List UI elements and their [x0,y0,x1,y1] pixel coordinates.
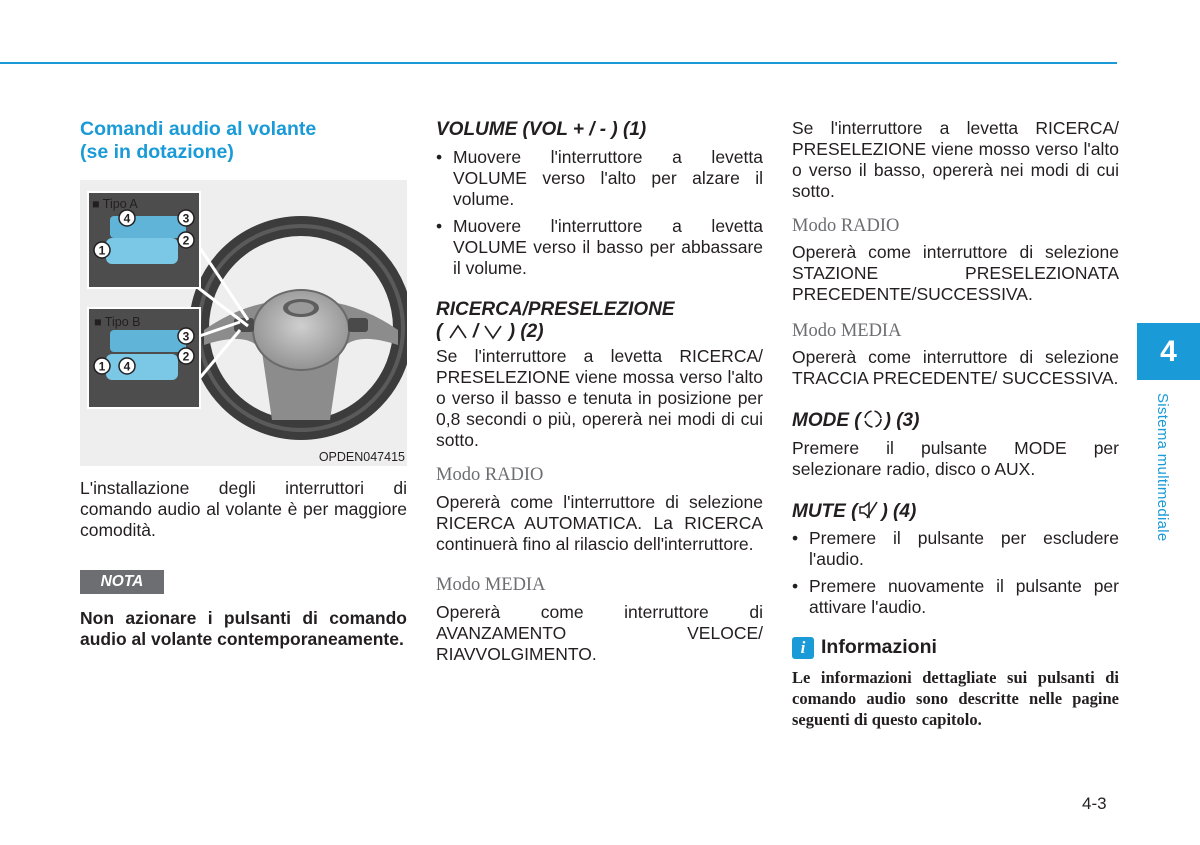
volume-list [436,147,763,279]
list-item: • Muovere l'interruttore a levetta VOLUME verso il basso per abbassare il volume. [436,216,763,279]
seek-paragraph: Se l'interruttore a levetta RICERCA/ PRESELEZIONE viene mossa verso l'alto o verso il basso e tenuta in posizione per 0,8 secondi o più, opererà nei modi di cui sotto. [436,346,763,450]
list-item: • Muovere l'interruttore a levetta VOLUME verso l'alto per alzare il volume. [436,147,763,210]
nota-box [80,570,407,650]
seek-heading-line1: RICERCA/PRESELEZIONE [436,299,675,320]
seek-heading-line2 [436,321,763,343]
intro-paragraph: L'installazione degli interruttori di comando audio al volante è per maggiore comodità. [80,478,407,540]
modo-media-text: Opererà come interruttore di AVANZAMENTO VELOCE/ RIAVVOLGIMENTO. [436,602,763,664]
section-heading [80,118,407,164]
mute-heading-pre: MUTE ( [792,501,858,522]
header-rule [0,62,1117,64]
page-number: 4-3 [1082,794,1107,813]
figure-label-tipo-a: ■ Tipo A [92,197,138,211]
info-text: Le informazioni dettagliate sui pulsanti di comando audio sono descritte nelle pagine seguenti di questo capitolo. [792,668,1119,729]
info-icon: i [792,637,814,659]
mode-paragraph: Premere il pulsante MODE per selezionare radio, disco o AUX. [792,438,1119,479]
seek-heading-close: ) (2) [503,321,544,342]
modo-media-text: Opererà come interruttore di selezione TRACCIA PRECEDENTE/ SUCCESSIVA. [792,347,1119,388]
mode-icon [861,409,885,429]
nota-text: Non azionare i pulsanti di comando audio al volante contemporaneamente. [80,608,407,649]
callout-3-a: 3 [182,211,190,226]
info-box [792,636,1119,730]
modo-radio-text: Opererà come interruttore di selezione STAZIONE PRESELEZIONATA PRECEDENTE/SUCCESSIVA. [792,242,1119,304]
chevron-down-icon [483,324,503,340]
callout-1-b: 1 [98,359,106,374]
mode-heading-pre: MODE ( [792,410,861,431]
modo-radio-label: Modo RADIO [792,216,900,236]
mute-heading-post: ) (4) [881,501,917,522]
intro-paragraph: Se l'interruttore a levetta RICERCA/ PRESELEZIONE viene mosso verso l'alto o verso il basso, opererà nei modi di cui sotto. [792,118,1119,201]
list-item: • Premere nuovamente il pulsante per attivare l'audio. [792,576,1119,618]
figure-label-tipo-b: ■ Tipo B [94,315,141,329]
modo-media-label: Modo MEDIA [436,575,546,595]
volume-heading: VOLUME (VOL + / - ) (1) [436,119,647,140]
callout-2-b: 2 [182,349,190,364]
callout-1-a: 1 [98,243,106,258]
info-title-row [792,636,1119,659]
modo-radio-text: Opererà come l'interruttore di selezione RICERCA AUTOMATICA. La RICERCA continuerà fino al rilascio dell'interruttore. [436,492,763,554]
column-left [80,118,407,650]
callout-4-a: 4 [123,211,131,226]
seek-heading-open: ( [436,321,448,342]
modo-radio-label: Modo RADIO [436,465,544,485]
steering-wheel-illustration [80,180,407,466]
section-title-line2: (se in dotazione) [80,141,234,163]
info-title: Informazioni [821,636,937,658]
mode-heading-post: ) (3) [884,410,920,431]
mode-heading [792,409,1119,432]
figure-caption: OPDEN047415 [318,450,405,464]
chevron-up-icon [448,324,468,340]
mute-list [792,528,1119,618]
column-middle [436,118,763,665]
seek-heading [436,299,763,343]
column-right [792,118,1119,730]
list-item: • Premere il pulsante per escludere l'audio. [792,528,1119,570]
steering-wheel-figure [80,180,407,466]
mute-heading [792,500,1119,523]
callout-2-a: 2 [182,233,190,248]
callout-3-b: 3 [182,329,190,344]
modo-media-label: Modo MEDIA [792,321,902,341]
mute-icon [857,500,881,520]
nota-badge: NOTA [80,570,164,594]
chapter-tab: 4 [1137,323,1200,380]
chapter-section-title: Sistema multimediale [1154,393,1171,542]
seek-heading-sep: / [467,321,484,342]
callout-4-b: 4 [123,359,131,374]
section-title-line1: Comandi audio al volante [80,118,317,140]
